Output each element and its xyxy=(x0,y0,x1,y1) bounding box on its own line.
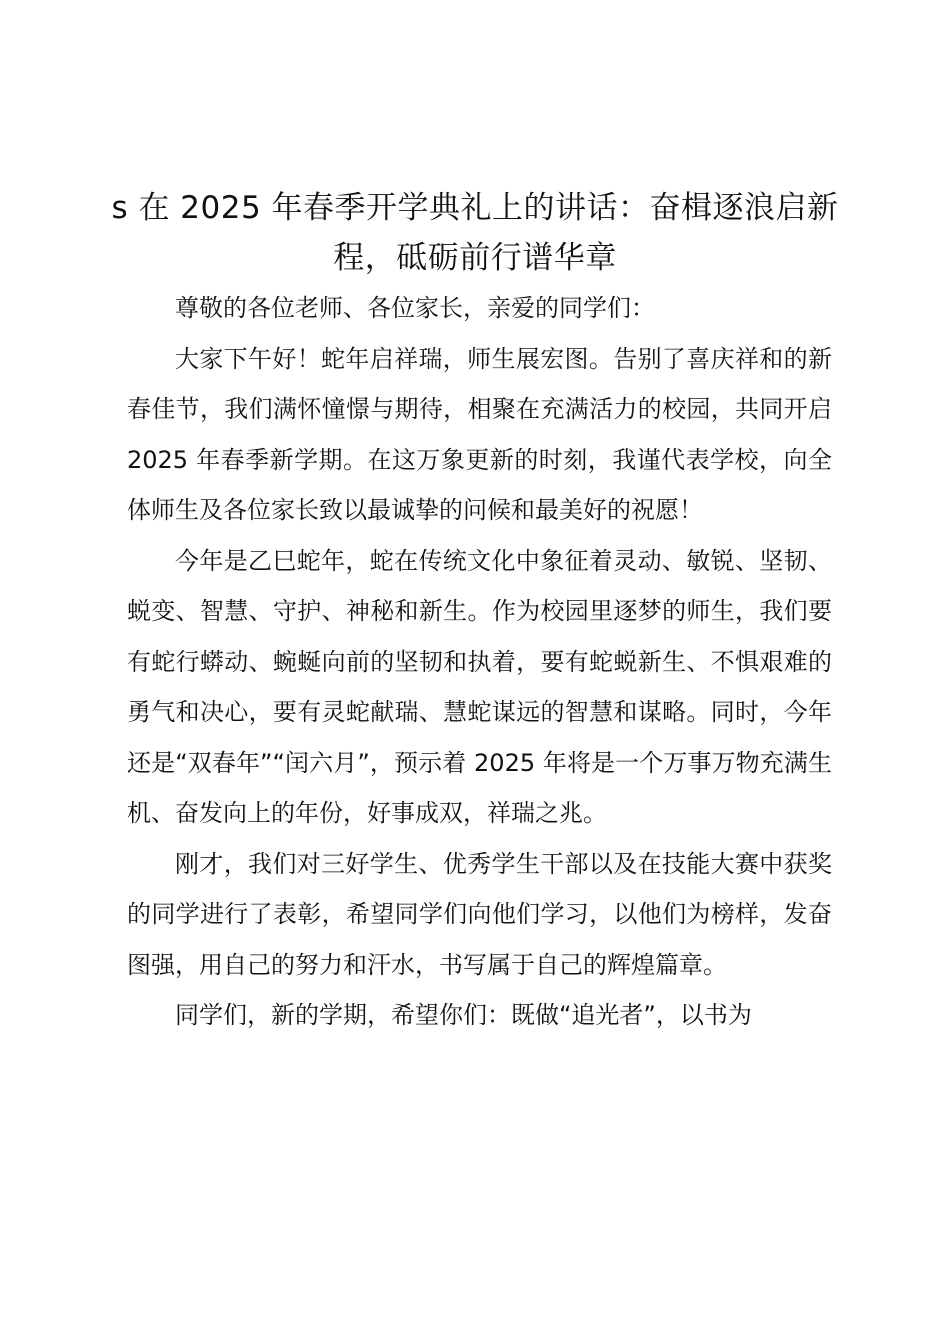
document-body xyxy=(127,283,832,1041)
document-title: s 在 2025 年春季开学典礼上的讲话：奋楫逐浪启新程，砥砺前行谱华章 xyxy=(111,190,839,276)
salutation-paragraph: 尊敬的各位老师、各位家长，亲爱的同学们： xyxy=(175,294,655,322)
body-paragraph: 刚才，我们对三好学生、优秀学生干部以及在技能大赛中获奖的同学进行了表彰，希望同学们向他们学习，以他们为榜样，发奋图强，用自己的努力和汗水，书写属于自己的辉煌篇章。 xyxy=(127,849,832,979)
body-paragraph: 大家下午好！蛇年启祥瑞，师生展宏图。告别了喜庆祥和的新春佳节，我们满怀憧憬与期待，相聚在充满活力的校园，共同开启 2025 年春季新学期。在这万象更新的时刻，我谨代表学校，向全体师生及各位家长致以最诚挚的问候和最美好的祝愿！ xyxy=(127,344,832,524)
body-paragraph: 今年是乙巳蛇年，蛇在传统文化中象征着灵动、敏锐、坚韧、蜕变、智慧、守护、神秘和新生。作为校园里逐梦的师生，我们要有蛇行蟒动、蜿蜒向前的坚韧和执着，要有蛇蜕新生、不惧艰难的勇气和决心，要有灵蛇献瑞、慧蛇谋远的智慧和谋略。同时，今年还是“双春年”“闰六月”，预示着 2025 年将是一个万事万物充满生机、奋发向上的年份，好事成双，祥瑞之兆。 xyxy=(127,546,832,827)
body-paragraph: 同学们，新的学期，希望你们：既做“追光者”，以书为 xyxy=(175,1001,752,1029)
